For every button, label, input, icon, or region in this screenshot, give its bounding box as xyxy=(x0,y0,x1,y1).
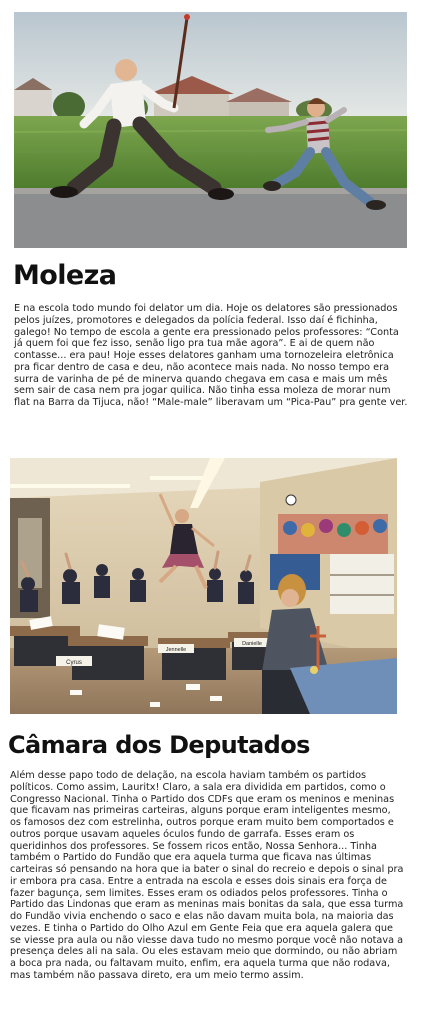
desk-label-cyrus: Cyrus xyxy=(66,660,82,666)
desk-label-jennelle: Jennelle xyxy=(165,647,187,653)
classroom-photo xyxy=(10,458,397,714)
man-chasing-boy-photo xyxy=(14,12,407,248)
article-body-camara-dos-deputados: Além desse papo todo de delação, na escola haviam também os partidos políticos. Como assim, Lauritx! Claro, a sala era dividida em partidos, como o Congresso Nacional. Tinha o Partido dos CDFs que eram os meninos e meninas que ficavam nas primeiras carteiras, alguns porque eram inteligentes mesmo, os famosos dez com estrelinha, outros porque eram muito bem comportados e outros porque usavam aqueles óculos fundo de garrafa. Esses eram os queridinhos dos professores. Se fossem ricos então, Nossa Senhora... Tinha também o Partido do Fundão que era aquela turma que ficava nas últimas carteiras só pensando na hora que ia bater o sinal do recreio e depois o sinal pra ir embora pra casa. Entre a entrada na escola e esses dois sinais era força de fazer bagunça, sem limites. Esses eram os odiados pelos professores. Tinha o Partido das Lindonas que eram as meninas mais bonitas da sala, que essa turma do Fundão vivia enchendo o saco e elas não davam muita bola, na maioria das vezes. E tinha o Partido do Olho Azul em Gente Feia que era aquela galera que se viesse pra aula ou não viesse dava tudo no mesmo porque você não notava a presença deles ali na sala. Ou eles estavam meio que dormindo, ou não abriam a boca pra nada, ou faltavam muito, enfim, era aquela turma que não rodava, mas também não passava direto, era um meio termo assim. xyxy=(10,770,404,981)
desk-label-danielle: Danielle xyxy=(242,641,262,647)
article-body-moleza: E na escola todo mundo foi delator um dia. Hoje os delatores são pressionados pelos juízes, promotores e delegados da polícia federal. Isso daí é fichinha, galego! No tempo de escola a gente era pressionado pelos professores: “Conta já quem foi que fez isso, senão ligo pra tua mãe agora”. E ai de quem não contasse... era pau! Hoje esses delatores ganham uma tornozeleira eletrônica pra ficar dentro de casa e deu, não acontece mais nada. No nosso tempo era surra de varinha de pé de minerva quando chegava em casa e mais um mês sem sair de casa nem pra jogar quilica. Não tinha essa moleza de morar num flat na Barra da Tijuca, não! “Male-male” liberavam um “Pica-Pau” pra gente ver. xyxy=(14,303,408,408)
photo-illustration-1 xyxy=(14,12,407,248)
photo-illustration-2 xyxy=(10,458,397,714)
article-title-camara-dos-deputados: Câmara dos Deputados xyxy=(8,731,310,759)
article-title-moleza: Moleza xyxy=(13,260,117,291)
